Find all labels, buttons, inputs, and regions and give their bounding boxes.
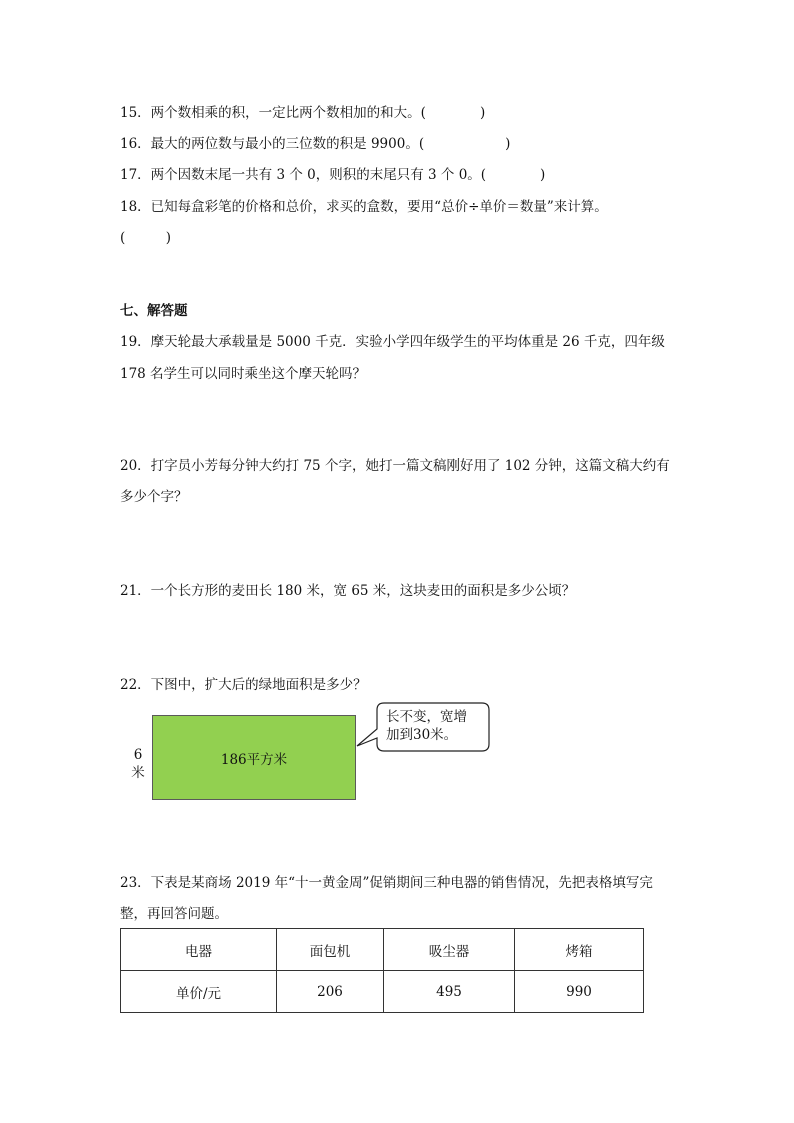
question-16: 16．最大的两位数与最小的三位数的积是 9900。( ): [120, 136, 511, 152]
callout-line-1: 长不变，宽增: [386, 709, 467, 725]
header-cell: 电器: [121, 929, 277, 971]
side-unit: 米: [131, 765, 145, 781]
table-header-row: [121, 929, 644, 971]
green-area-rectangle: [152, 715, 356, 800]
callout-line-2: 加到30米。: [386, 727, 458, 743]
table-cell: 单价/元: [121, 971, 277, 1013]
question-18-answer-blank: ( ): [120, 230, 172, 246]
question-20-line-1: 20．打字员小芳每分钟大约打 75 个字，她打一篇文稿刚好用了 102 分钟，这篇文稿大约有: [120, 458, 670, 474]
header-cell: 烤箱: [515, 929, 644, 971]
question-19-line-1: 19．摩天轮最大承载量是 5000 千克．实验小学四年级学生的平均体重是 26 千克，四年级: [120, 334, 665, 350]
section-title: 七、解答题: [120, 303, 188, 319]
table-cell: 990: [515, 971, 644, 1013]
question-18: 18．已知每盒彩笔的价格和总价，求买的盒数，要用“总价÷单价＝数量”来计算。: [120, 199, 608, 215]
header-cell: 面包机: [277, 929, 384, 971]
question-21: 21．一个长方形的麦田长 180 米，宽 65 米，这块麦田的面积是多少公顷？: [120, 583, 576, 599]
callout-bubble: [356, 701, 492, 753]
side-value: 6: [133, 747, 143, 763]
figure-side-label: [130, 746, 146, 782]
table-row: [121, 971, 644, 1013]
question-19-line-2: 178 名学生可以同时乘坐这个摩天轮吗？: [120, 366, 367, 382]
area-label: 186平方米: [220, 751, 288, 768]
question-23-line-2: 整，再回答问题。: [120, 906, 228, 922]
question-23-line-1: 23．下表是某商场 2019 年“十一黄金周”促销期间三种电器的销售情况，先把表格填写完: [120, 875, 653, 891]
question-20-line-2: 多少个字？: [120, 489, 188, 505]
header-cell: 吸尘器: [384, 929, 515, 971]
sales-table: [120, 928, 644, 1013]
callout-text: [386, 708, 486, 744]
question-17: 17．两个因数末尾一共有 3 个 0，则积的末尾只有 3 个 0。( ): [120, 167, 546, 183]
table-cell: 206: [277, 971, 384, 1013]
table-cell: 495: [384, 971, 515, 1013]
question-22: 22．下图中，扩大后的绿地面积是多少？: [120, 677, 367, 693]
question-15: 15．两个数相乘的积，一定比两个数相加的和大。( ): [120, 105, 486, 121]
